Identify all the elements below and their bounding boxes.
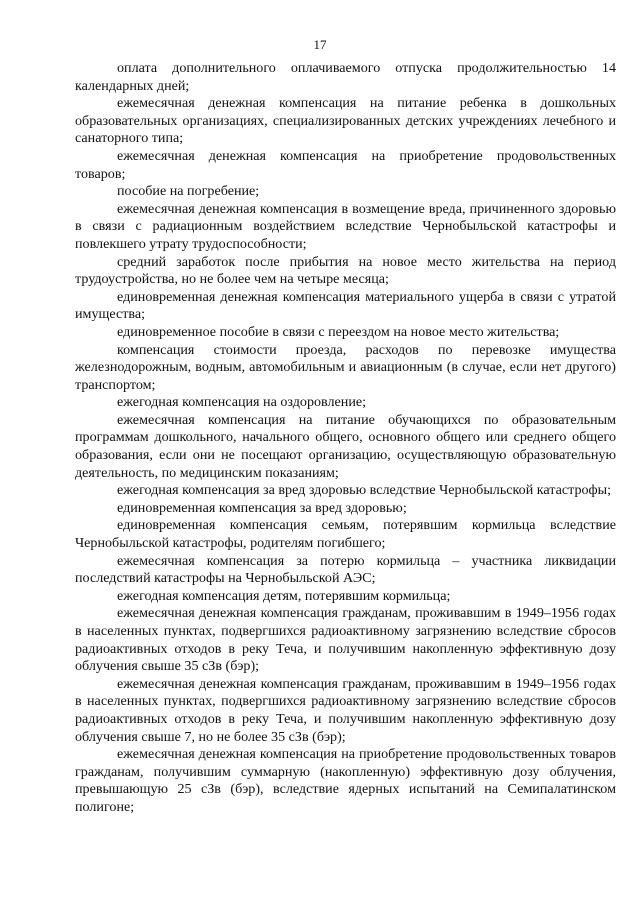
paragraph: ежегодная компенсация на оздоровление;: [117, 394, 367, 411]
paragraph: средний заработок после прибытия на новое место жительства на период трудоустройства, но не более чем на четыре месяца;: [75, 253, 616, 288]
paragraph: единовременная компенсация за вред здоровью;: [117, 499, 407, 516]
paragraph: ежемесячная денежная компенсация на питание ребенка в дошкольных образовательных организациях, специализированных детских учреждениях лечебного и санаторного типа;: [75, 95, 616, 147]
paragraph: ежегодная компенсация детям, потерявшим кормильца;: [117, 587, 451, 604]
paragraph: ежемесячная денежная компенсация на приобретение продовольственных товаров;: [75, 147, 616, 182]
paragraph: ежегодная компенсация за вред здоровью вследствие Чернобыльской катастрофы;: [117, 482, 612, 499]
paragraph: ежемесячная компенсация за потерю кормильца – участника ликвидации последствий катастрофы на Чернобыльской АЭС;: [75, 552, 616, 587]
paragraph: ежемесячная денежная компенсация гражданам, проживавшим в 1949–1956 годах в населенных пунктах, подвергшихся радиоактивному загрязнению вследствие сбросов радиоактивных отходов в реку Теча, и получившим накопленную эффективную дозу облучения свыше 7, но не более 35 сЗв (бэр);: [75, 675, 616, 745]
paragraph: ежемесячная компенсация на питание обучающихся по образовательным программам дошкольного, начального общего, основного общего или среднего общего образования, если они не посещают организацию, осуществляющую образовательную деятельность, по медицинским показаниям;: [75, 411, 616, 481]
paragraph: единовременная денежная компенсация материального ущерба в связи с утратой имущества;: [75, 288, 616, 323]
paragraph: единовременное пособие в связи с переездом на новое место жительства;: [117, 323, 560, 340]
page-number: 17: [313, 37, 327, 52]
paragraph: единовременная компенсация семьям, потерявшим кормильца вследствие Чернобыльской катастрофы, родителям погибшего;: [75, 517, 616, 552]
paragraph: ежемесячная денежная компенсация гражданам, проживавшим в 1949–1956 годах в населенных пунктах, подвергшихся радиоактивному загрязнению вследствие сбросов радиоактивных отходов в реку Теча, и получившим накопленную эффективную дозу облучения свыше 35 сЗв (бэр);: [75, 605, 616, 675]
paragraph: компенсация стоимости проезда, расходов по перевозке имущества железнодорожным, водным, автомобильным и авиационным (в случае, если нет другого) транспортом;: [75, 341, 616, 393]
paragraph: ежемесячная денежная компенсация на приобретение продовольственных товаров гражданам, получившим суммарную (накопленную) эффективную дозу облучения, превышающую 25 сЗв (бэр), вследствие ядерных испытаний на Семипалатинском полигоне;: [75, 746, 616, 815]
paragraph: ежемесячная денежная компенсация в возмещение вреда, причиненного здоровью в связи с радиационным воздействием вследствие Чернобыльской катастрофы и повлекшего утрату трудоспособности;: [75, 200, 616, 252]
document-body: [75, 60, 616, 817]
paragraph: оплата дополнительного оплачиваемого отпуска продолжительностью 14 календарных дней;: [75, 60, 616, 94]
paragraph: пособие на погребение;: [117, 183, 260, 200]
